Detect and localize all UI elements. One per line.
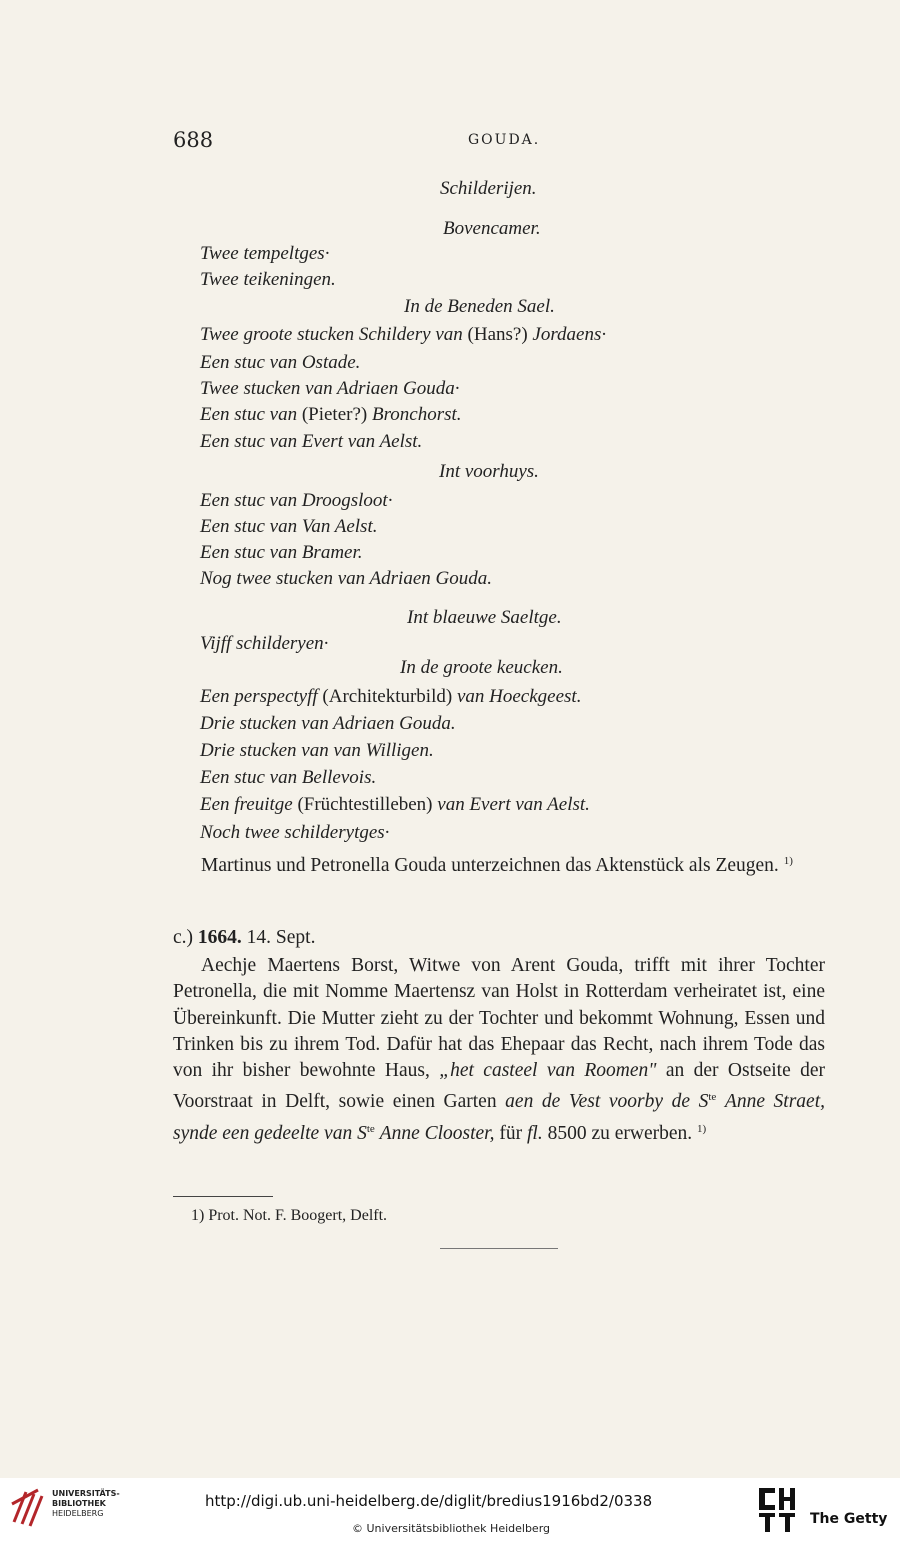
list-item-italic: Een freuitge bbox=[200, 794, 293, 815]
paragraph-signature bbox=[173, 848, 825, 879]
getty-name: The Getty bbox=[810, 1511, 888, 1527]
page-number: 688 bbox=[173, 128, 214, 152]
getty-logo-icon bbox=[757, 1486, 797, 1534]
paragraph-italic: Anne Clooster, bbox=[379, 1122, 495, 1144]
list-item: Een stuc van Droogsloot· bbox=[200, 490, 393, 511]
list-item bbox=[200, 404, 462, 426]
section-c-heading bbox=[173, 927, 315, 949]
list-item bbox=[200, 686, 581, 708]
list-item: Een stuc van Evert van Aelst. bbox=[200, 431, 423, 452]
list-item: Twee stucken van Adriaen Gouda· bbox=[200, 378, 460, 399]
closing-rule bbox=[440, 1248, 558, 1249]
section-year: 1664. bbox=[197, 927, 242, 948]
list-item: Twee teikeningen. bbox=[200, 269, 336, 290]
uni-line: UNIVERSITÄTS- bbox=[52, 1489, 120, 1498]
footnote-ref: 1) bbox=[783, 855, 793, 867]
superscript: te bbox=[366, 1122, 375, 1135]
paragraph-text: Martinus und Petronella Gouda unterzeichnen das Aktenstück als Zeugen. bbox=[201, 855, 779, 876]
list-item: Een stuc van Van Aelst. bbox=[200, 516, 378, 537]
list-item: Drie stucken van Adriaen Gouda. bbox=[200, 713, 456, 734]
copyright-notice: © Universitätsbibliothek Heidelberg bbox=[352, 1522, 551, 1535]
heading-blaeuwe-saeltge: Int blaeuwe Saeltge. bbox=[407, 607, 562, 628]
list-item-roman: (Architekturbild) bbox=[322, 686, 453, 707]
list-item: Noch twee schilderytges· bbox=[200, 822, 390, 843]
list-item bbox=[200, 794, 590, 816]
paragraph-text: an der Ostseite der Voorstraat in Delft, sowie einen Garten bbox=[173, 1060, 826, 1113]
paragraph-italic: Anne Straet, synde een gedeelte van S bbox=[173, 1091, 826, 1144]
uni-line: BIBLIOTHEK bbox=[52, 1499, 106, 1508]
paragraph-text: Aechje Maertens Borst, Witwe von Arent Gouda, trifft mit ihrer Tochter Petronella, die mit Nomme Maertensz van Holst in Rotterdam verheiratet ist, eine Übereinkunft. Die Mutter zieht zu der Tochter und bekommt Wohnung, Essen und Trinken bis zu ihrem Tod. Dafür hat das Ehepaar das Recht, nach ihrem Tode das von ihr bisher bewohnte Haus, bbox=[173, 955, 825, 1082]
list-item: Een stuc van Ostade. bbox=[200, 352, 361, 373]
page-header bbox=[173, 128, 840, 158]
heading-schilderijen: Schilderijen. bbox=[440, 178, 537, 199]
permalink-url[interactable]: http://digi.ub.uni-heidelberg.de/diglit/bredius1916bd2/0338 bbox=[205, 1492, 653, 1510]
heading-beneden-sael: In de Beneden Sael. bbox=[404, 296, 555, 317]
heading-groote-keucken: In de groote keucken. bbox=[400, 657, 563, 678]
viewer-footer bbox=[0, 1478, 900, 1543]
list-item-roman: (Hans?) bbox=[467, 324, 528, 345]
paragraph-agreement bbox=[173, 953, 825, 1147]
uni-line: HEIDELBERG bbox=[52, 1509, 104, 1518]
list-item: Twee tempeltges· bbox=[200, 243, 330, 264]
list-item: Drie stucken van van Willigen. bbox=[200, 740, 434, 761]
list-item-italic: Twee groote stucken Schildery van bbox=[200, 324, 463, 345]
list-item: Een stuc van Bramer. bbox=[200, 542, 363, 563]
list-item-roman: (Früchtestilleben) bbox=[297, 794, 433, 815]
superscript: te bbox=[708, 1091, 717, 1104]
university-library-name bbox=[52, 1489, 120, 1519]
list-item-italic: Een stuc van bbox=[200, 404, 298, 425]
list-item-italic: van Evert van Aelst. bbox=[437, 794, 590, 815]
running-title: GOUDA. bbox=[468, 132, 541, 148]
list-item: Vijff schilderyen· bbox=[200, 633, 329, 654]
paragraph-italic: fl. bbox=[527, 1122, 543, 1144]
paragraph-italic: „het casteel van Roomen" bbox=[439, 1060, 657, 1082]
heading-bovencamer: Bovencamer. bbox=[443, 218, 541, 239]
list-item-italic: Bronchorst. bbox=[371, 404, 462, 425]
footnote: 1) Prot. Not. F. Boogert, Delft. bbox=[191, 1207, 388, 1224]
university-library-logo-icon bbox=[8, 1484, 48, 1528]
paragraph-text: 8500 zu erwerben. bbox=[547, 1122, 693, 1144]
list-item-italic: Jordaens· bbox=[532, 324, 607, 345]
footnote-ref: 1) bbox=[697, 1122, 707, 1135]
list-item: Nog twee stucken van Adriaen Gouda. bbox=[200, 568, 492, 589]
section-date: 14. Sept. bbox=[246, 927, 316, 948]
list-item-italic: van Hoeckgeest. bbox=[456, 686, 582, 707]
list-item: Een stuc van Bellevois. bbox=[200, 767, 377, 788]
paragraph-text: für bbox=[499, 1122, 523, 1144]
list-item-roman: (Pieter?) bbox=[301, 404, 368, 425]
footnote-rule bbox=[173, 1196, 273, 1197]
list-item-italic: Een perspectyff bbox=[200, 686, 318, 707]
heading-voorhuys: Int voorhuys. bbox=[439, 461, 539, 482]
list-item bbox=[200, 324, 606, 346]
section-label: c.) bbox=[173, 927, 194, 948]
paragraph-italic: aen de Vest voorby de S bbox=[505, 1091, 709, 1113]
